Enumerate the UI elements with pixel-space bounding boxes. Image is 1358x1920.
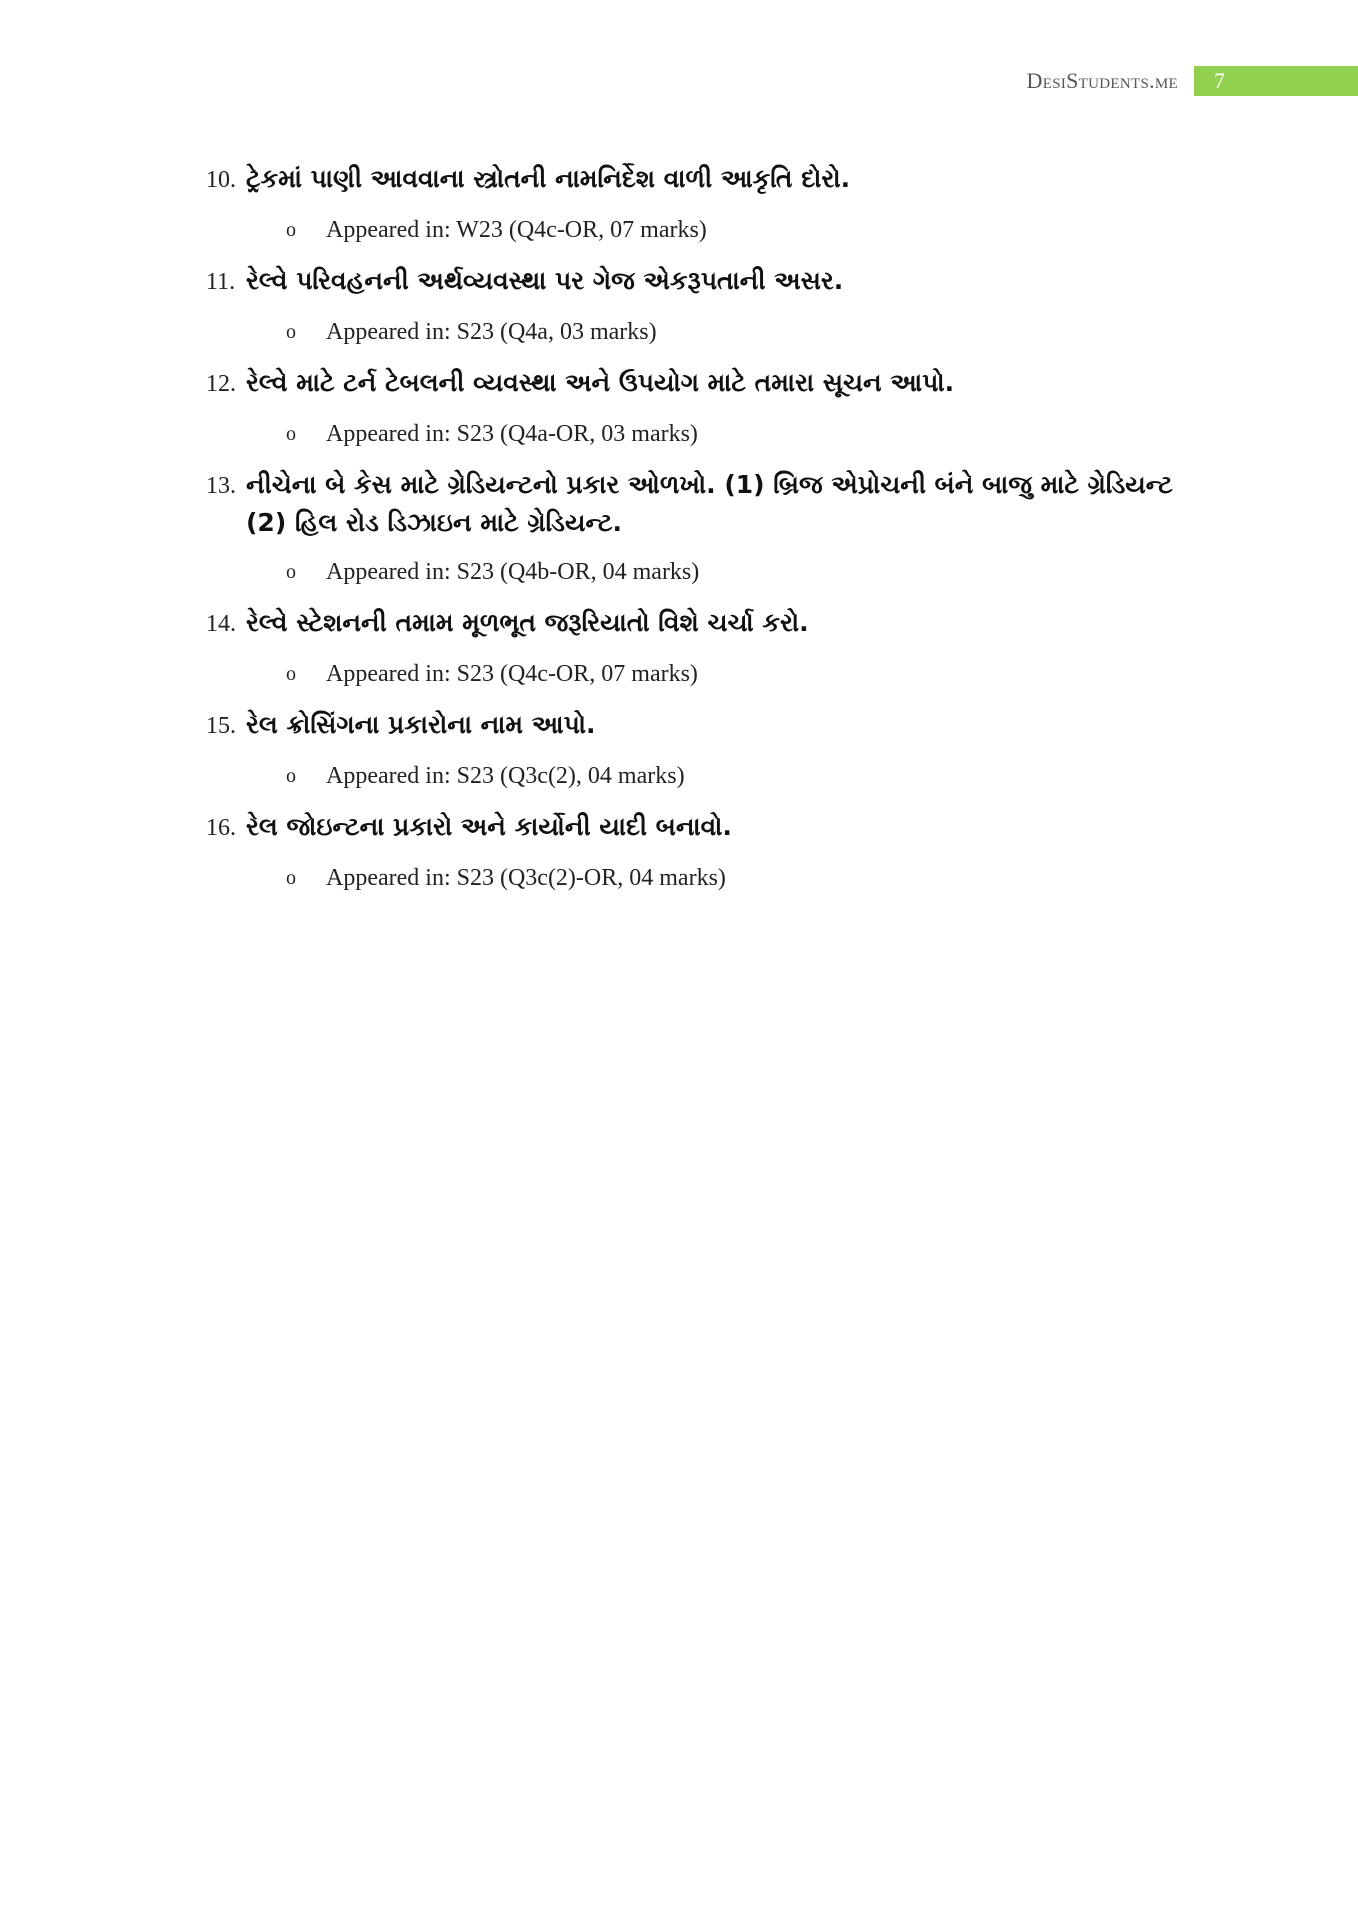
- appeared-text: Appeared in: S23 (Q4a, 03 marks): [326, 319, 657, 345]
- appeared-item: [286, 758, 1206, 794]
- appeared-text: Appeared in: S23 (Q4b-OR, 04 marks): [326, 559, 700, 585]
- bullet-icon: o: [286, 560, 296, 583]
- question-item: [206, 160, 1206, 248]
- bullet-icon: o: [286, 218, 296, 241]
- question-number: 14.: [206, 611, 236, 637]
- question-number: 11.: [206, 269, 236, 295]
- appeared-text: Appeared in: S23 (Q3c(2)-OR, 04 marks): [326, 865, 726, 891]
- question-number: 13.: [206, 473, 236, 499]
- bullet-icon: o: [286, 422, 296, 445]
- appeared-text: Appeared in: S23 (Q4a-OR, 03 marks): [326, 421, 698, 447]
- question-text: રેલ જોઇન્ટના પ્રકારો અને કાર્યોની યાદી બનાવો.: [246, 812, 732, 841]
- question-item: [206, 706, 1206, 794]
- appeared-item: [286, 314, 1206, 350]
- question-number: 12.: [206, 371, 236, 397]
- question-number: 10.: [206, 167, 236, 193]
- appeared-item: [286, 860, 1206, 896]
- question-text: રેલ્વે સ્ટેશનની તમામ મૂળભૂત જરૂરિયાતો વિશે ચર્ચા કરો.: [246, 608, 809, 637]
- appeared-item: [286, 212, 1206, 248]
- page-header: [1027, 66, 1358, 96]
- question-text: રેલ્વે માટે ટર્ન ટેબલની વ્યવસ્થા અને ઉપયોગ માટે તમારા સૂચન આપો.: [246, 368, 955, 397]
- question-text: ટ્રેકમાં પાણી આવવાના સ્ત્રોતની નામનિર્દેશ વાળી આકૃતિ દોરો.: [246, 164, 851, 193]
- appeared-item: [286, 656, 1206, 692]
- question-text: રેલ ક્રોસિંગના પ્રકારોના નામ આપો.: [246, 710, 596, 739]
- question-list: [206, 160, 1206, 896]
- question-number: 16.: [206, 815, 236, 841]
- question-text: રેલ્વે પરિવહનની અર્થવ્યવસ્થા પર ગેજ એકરૂપતાની અસર.: [246, 266, 844, 295]
- bullet-icon: o: [286, 320, 296, 343]
- question-item: [206, 262, 1206, 350]
- appeared-text: Appeared in: S23 (Q3c(2), 04 marks): [326, 763, 685, 789]
- question-number: 15.: [206, 713, 236, 739]
- appeared-text: Appeared in: S23 (Q4c-OR, 07 marks): [326, 661, 698, 687]
- bullet-icon: o: [286, 764, 296, 787]
- page-number: 7: [1194, 66, 1358, 96]
- question-item: [206, 808, 1206, 896]
- appeared-item: [286, 416, 1206, 452]
- question-item: [206, 364, 1206, 452]
- question-text: નીચેના બે કેસ માટે ગ્રેડિયન્ટનો પ્રકાર ઓળખો. (1) બ્રિજ એપ્રોચની બંને બાજુ માટે ગ્રેડિયન્ટ (2) હિલ રોડ ડિઝાઇન માટે ગ્રેડિયન્ટ.: [246, 470, 1173, 537]
- appeared-item: [286, 554, 1206, 590]
- site-name: DesiStudents.me: [1026, 68, 1178, 93]
- question-item: [206, 466, 1206, 590]
- bullet-icon: o: [286, 866, 296, 889]
- bullet-icon: o: [286, 662, 296, 685]
- question-item: [206, 604, 1206, 692]
- appeared-text: Appeared in: W23 (Q4c-OR, 07 marks): [326, 217, 707, 243]
